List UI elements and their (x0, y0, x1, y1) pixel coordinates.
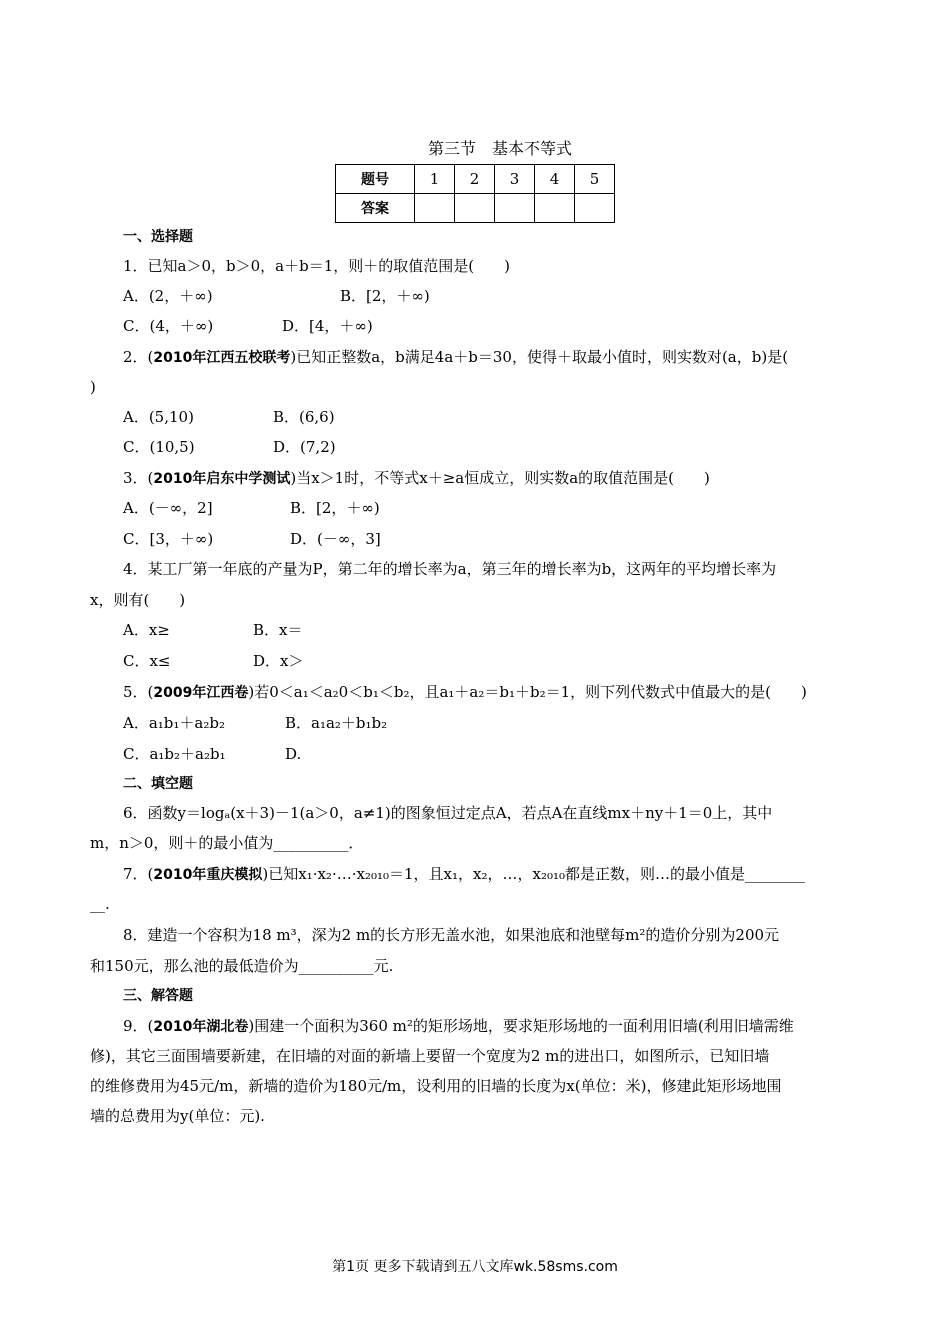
question-8-stem-cont: 和150元，那么池的最低造价为__________元. (90, 957, 394, 975)
q9-stem-text: )围建一个面积为360 m²的矩形场地，要求矩形场地的一面利用旧墙(利用旧墙需维 (248, 1017, 794, 1035)
q2-source-tag: 2010年江西五校联考 (153, 350, 291, 366)
q3-number: 3．( (123, 469, 154, 487)
q2-number: 2．( (123, 348, 154, 366)
q3-stem-text: )当x＞1时，不等式x＋≥a恒成立，则实数a的取值范围是( ) (290, 469, 710, 487)
answer-cell (495, 194, 535, 223)
answer-table (335, 164, 615, 223)
question-6-stem-cont: m，n＞0，则＋的最小值为__________． (90, 834, 364, 852)
q4-option-d: D．x＞ (253, 652, 304, 670)
question-1-stem: 1．已知a＞0，b＞0，a＋b＝1，则＋的取值范围是( ) (123, 257, 510, 275)
answer-cell (535, 194, 575, 223)
q2-option-c: C．(10,5) (123, 438, 195, 456)
q3-source-tag: 2010年启东中学测试 (153, 471, 291, 487)
q5-option-d: D. (285, 745, 302, 763)
question-8-stem: 8．建造一个容积为18 m³，深为2 m的长方形无盖水池，如果池底和池壁每m²的造价分别为200元 (123, 926, 780, 944)
section-heading-fill: 二、填空题 (123, 776, 193, 792)
q2-option-b: B．(6,6) (273, 408, 335, 426)
table-header-answer: 答案 (336, 194, 415, 223)
section-heading-choice: 一、选择题 (123, 229, 193, 245)
q5-stem-text: )若0＜a₁＜a₂0＜b₁＜b₂，且a₁＋a₂＝b₁＋b₂＝1，则下列代数式中值最大的是( ) (248, 683, 807, 701)
question-2-stem-cont: ) (90, 378, 96, 396)
q7-source-tag: 2010年重庆模拟 (153, 867, 263, 883)
question-9-stem (123, 1016, 794, 1037)
answer-cell (455, 194, 495, 223)
table-row (336, 194, 615, 223)
question-2-stem (123, 347, 788, 368)
question-9-stem-line3: 的维修费用为45元/m，新墙的造价为180元/m，设利用的旧墙的长度为x(单位：米)，修建此矩形场地围 (90, 1077, 782, 1095)
q1-option-c: C．(4，＋∞) (123, 317, 214, 335)
question-7-stem (123, 864, 805, 885)
q1-option-b: B．[2，＋∞) (340, 287, 430, 305)
question-9-stem-line2: 修)，其它三面围墙要新建，在旧墙的对面的新墙上要留一个宽度为2 m的进出口，如图所示，已知旧墙 (90, 1047, 770, 1065)
q5-number: 5．( (123, 683, 154, 701)
q3-option-a: A．(－∞，2] (123, 499, 213, 517)
q4-option-a: A．x≥ (123, 621, 170, 639)
question-6-stem: 6．函数y＝logₐ(x＋3)－1(a＞0，a≠1)的图象恒过定点A，若点A在直线mx＋ny＋1＝0上，其中 (123, 804, 773, 822)
q2-stem-text: )已知正整数a，b满足4a＋b＝30，使得＋取最小值时，则实数对(a，b)是( (290, 348, 789, 366)
page-footer: 第1页 更多下载请到五八文库wk.58sms.com (332, 1259, 618, 1275)
q9-number: 9．( (123, 1017, 154, 1035)
answer-cell (575, 194, 615, 223)
question-9-stem-line4: 墙的总费用为y(单位：元). (90, 1107, 265, 1125)
q4-option-b: B．x＝ (253, 621, 303, 639)
q3-option-d: D．(－∞，3] (290, 530, 381, 548)
q2-option-d: D．(7,2) (273, 438, 336, 456)
question-4-stem-cont: x，则有( ) (90, 591, 186, 609)
table-cell-number: 4 (535, 165, 575, 194)
table-cell-number: 1 (415, 165, 455, 194)
question-3-stem (123, 468, 710, 489)
table-cell-number: 2 (455, 165, 495, 194)
table-cell-number: 5 (575, 165, 615, 194)
q7-stem-text: )已知x₁·x₂·…·x₂₀₁₀＝1，且x₁，x₂，…，x₂₀₁₀都是正数，则…的最小值是________ (262, 865, 805, 883)
table-header-number: 题号 (336, 165, 415, 194)
table-row (336, 165, 615, 194)
answer-cell (415, 194, 455, 223)
question-5-stem (123, 682, 807, 703)
question-4-stem: 4．某工厂第一年底的产量为P，第二年的增长率为a，第三年的增长率为b，这两年的平均增长率为 (123, 560, 777, 578)
q3-option-b: B．[2，＋∞) (290, 499, 380, 517)
q1-option-a: A．(2，＋∞) (123, 287, 213, 305)
page-title: 第三节 基本不等式 (427, 139, 572, 158)
q9-source-tag: 2010年湖北卷 (153, 1019, 249, 1035)
q1-option-d: D．[4，＋∞) (282, 317, 373, 335)
q5-option-a: A．a₁b₁＋a₂b₂ (123, 714, 225, 732)
q5-option-b: B．a₁a₂＋b₁b₂ (285, 714, 388, 732)
question-7-stem-cont: __. (90, 895, 110, 913)
q5-option-c: C．a₁b₂＋a₂b₁ (123, 745, 226, 763)
table-cell-number: 3 (495, 165, 535, 194)
q5-source-tag: 2009年江西卷 (153, 685, 249, 701)
section-heading-answer: 三、解答题 (123, 988, 193, 1004)
q7-number: 7．( (123, 865, 154, 883)
q3-option-c: C．[3，＋∞) (123, 530, 214, 548)
q4-option-c: C．x≤ (123, 652, 171, 670)
q2-option-a: A．(5,10) (123, 408, 194, 426)
